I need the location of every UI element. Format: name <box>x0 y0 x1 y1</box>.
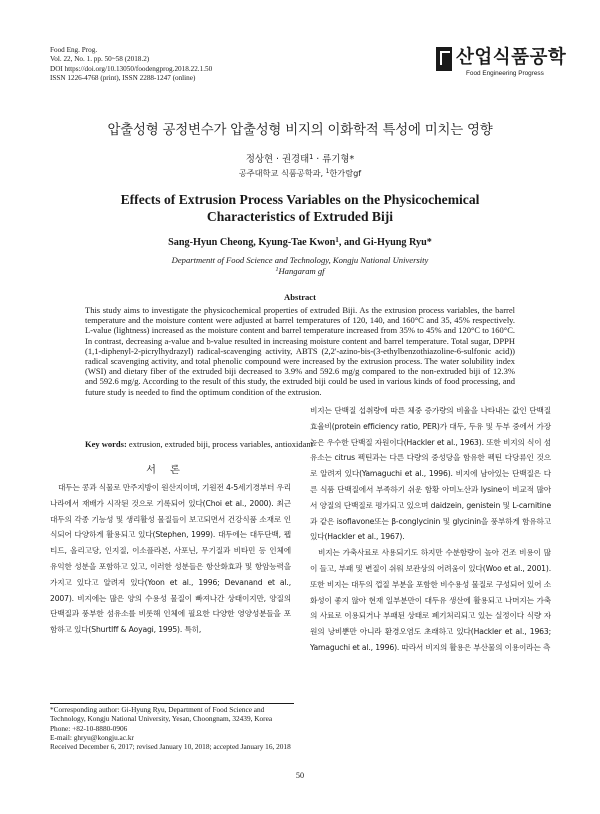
affiliation-en-other: Hangaram gf <box>278 266 325 276</box>
intro-left-column <box>50 480 291 638</box>
english-authors <box>0 237 600 248</box>
abstract-body: This study aims to investigate the physicochemical properties of extruded Biji. As the extrusion process variables, the barrel temperature and the moisture content were adjusted at barrel temperatures of 120, 140, and 160°C and 35, 45% respectively. L-value (lightness) increased as the moisture content and barrel temperature increased from 35% to 45% and 120°C to 160°C. In contrast, decreasing a-value and b-value resulted in increasing moisture content and barrel temperature. Total sugar, DPPH (1,1-diphenyl-2-picrylhydrazyl) radical-scavenging activity, ABTS (2,2'-azino-bis-(3-ethylbenzothiazoline-6-sulfonic acid)) radical scavenging activity, and total phenolic compound were increased by the extrusion process. The water solubility index (WSI) and dietary fiber of the extruded biji decreased to 3.9% and 592.6 mg/g compared to the non-extruded biji of 12.3% and 592.6 mg/g. According to the result of this study, the extruded biji could be used in various kinds of food processing, and future study is needed to find the optimum condition of the extrusion. <box>85 305 515 397</box>
korean-authors <box>0 151 600 165</box>
author-ko-2-sup: 1 <box>309 153 314 161</box>
intro-right-paragraph-2: 비지는 가축사료로 사용되기도 하지만 수분함량이 높아 건조 비용이 많이 들고, 부패 및 변질이 쉬워 보관상의 어려움이 있다(Woo et al., 2001). 또한 비지는 대두의 껍질 부분을 포함한 비수용성 물질로 구성되어 있어 소화성이 좋지 않아 현재 일부분만이 대두유 생산에 활용되고 나머지는 가축의 사료로 이용되거나 부패된 상태로 폐기처리되고 있는 실정이다 식량 자원의 낭비뿐만 아니라 환경오염도 초래하고 있다(Hackler et al., 1963; Yamaguchi et al., 1996). 따라서 비지의 활용은 부산물의 이용이라는 측 <box>310 548 551 652</box>
authors-en-part2: , and Gi-Hyung Ryu* <box>338 237 432 248</box>
keywords-text: extrusion, extruded biji, process variables, antioxidant <box>126 439 314 449</box>
author-ko-3: 류기형* <box>322 154 355 165</box>
logo-korean-name: 산업식품공학 <box>456 47 567 68</box>
affiliation-ko-other: 한가람gf <box>329 168 362 178</box>
english-title-line1: Effects of Extrusion Process Variables on the Physicochemical <box>120 192 480 207</box>
authors-en-part1: Sang-Hyun Cheong, Kyung-Tae Kwon <box>168 237 336 248</box>
logo-mark-icon <box>436 47 452 71</box>
section-title-introduction: 서론 <box>146 465 194 476</box>
footnote-phone: Phone: +82-10-8880-0906 <box>50 723 128 733</box>
intro-left-paragraph: 대두는 콩과 식물로 만주지방이 원산지이며, 기원전 4-5세기경부터 우리나라에서 재배가 시작된 것으로 기록되어 있다(Choi et al., 2000). 최근 대두의 각종 기능성 및 생리활성 물질들이 보고되면서 건강식품 소재로 인식되어 다양하게 활용되고 있다(Stephen, 1999). 대두에는 대두단백, 펩티드, 올리고당, 인지질, 이소플라본, 사포닌, 무기질과 비타민 등 인체에 유익한 성분을 포함하고 있고, 이러한 성분들은 항산화효과 및 항암능력을 가지고 있다고 알려져 있다(Yoon et al., 1996; Devanand et al., 2007). 비지에는 많은 양의 수용성 물질이 빠져나간 상태이지만, 양질의 단백질과 풍부한 섬유소를 비롯해 인체에 필요한 다양한 영양성분들을 포함하고 있다(Shurtlff & Aoyagi, 1995). 특히, <box>50 483 291 635</box>
english-title <box>0 192 600 225</box>
affiliation-ko-main: 공주대학교 식품공학과, <box>238 168 326 178</box>
journal-name: Food Eng. Prog. <box>50 46 98 54</box>
affiliation-en-line2 <box>0 266 600 277</box>
footnote-corresponding: *Corresponding author: Gi-Hyung Ryu, Department of Food Science and Technology, Kongju National University, Yesan, Choongnam, 32439, Korea <box>50 705 273 724</box>
english-affiliation <box>0 255 600 277</box>
keywords-label: Key words: <box>85 439 127 449</box>
affiliation-en-sup: 1 <box>275 267 279 273</box>
author-ko-1: 정상현 <box>245 154 274 165</box>
journal-logo <box>436 46 567 80</box>
page-number: 50 <box>295 771 305 780</box>
korean-title: 압출성형 공정변수가 압출성형 비지의 이화학적 특성에 미치는 영향 <box>107 123 493 138</box>
intro-right-paragraph-1: 비지는 단백질 섭취량에 따른 체중 증가량의 비율을 나타내는 값인 단백질 효율비(protein efficiency ratio, PER)가 대두, 두유 및 두부 중에서 가장 높은 우수한 단백질 자원이다(Hackler et al., 1963). 또한 비지의 식이 섬유소는 citrus 펙틴과는 다른 다량의 중성당을 함유한 펙틴 다당류인 것으로 알려져 있다(Yamaguchi et al., 1996). 비지에 남아있는 단백질은 다른 식품 단백질에서 부족하기 쉬운 함황 아미노산과 lysine이 비교적 많아서 양질의 단백질로 평가되고 있으며 daidzein, genistein 및 L-carnitine과 같은 isoflavone또는 β-conglycinin 및 glycinin을 풍부하게 함유하고 있다(Hackler et al., 1967). <box>310 406 551 542</box>
english-title-line2: Characteristics of Extruded Biji <box>206 208 394 224</box>
abstract-heading: Abstract <box>284 292 316 302</box>
journal-issn: ISSN 1226-4768 (print), ISSN 2288-1247 (online) <box>50 73 196 82</box>
author-ko-2: 권경태 <box>281 154 310 165</box>
author-separator: · <box>313 154 323 165</box>
footnote-email: E-mail: ghryu@kongju.ac.kr <box>50 732 134 742</box>
journal-doi: DOI https://doi.org/10.13050/foodengprog.2018.22.1.50 <box>50 64 213 73</box>
affiliation-ko-sup: 1 <box>325 169 330 175</box>
authors-en-sup: 1 <box>335 236 339 244</box>
logo-english-name: Food Engineering Progress <box>466 70 544 77</box>
intro-right-column <box>310 403 551 656</box>
author-separator: · <box>273 154 282 165</box>
footnote <box>50 705 300 751</box>
korean-affiliation <box>0 168 600 179</box>
journal-info <box>50 46 212 83</box>
affiliation-en-line1: Departmentt of Food Science and Technology, Kongju National University <box>171 255 429 265</box>
journal-volume: Vol. 22, No. 1. pp. 50~58 (2018.2) <box>50 55 150 64</box>
footnote-received: Received December 6, 2017; revised January 10, 2018; accepted January 16, 2018 <box>50 742 291 752</box>
footnote-divider <box>50 703 294 704</box>
